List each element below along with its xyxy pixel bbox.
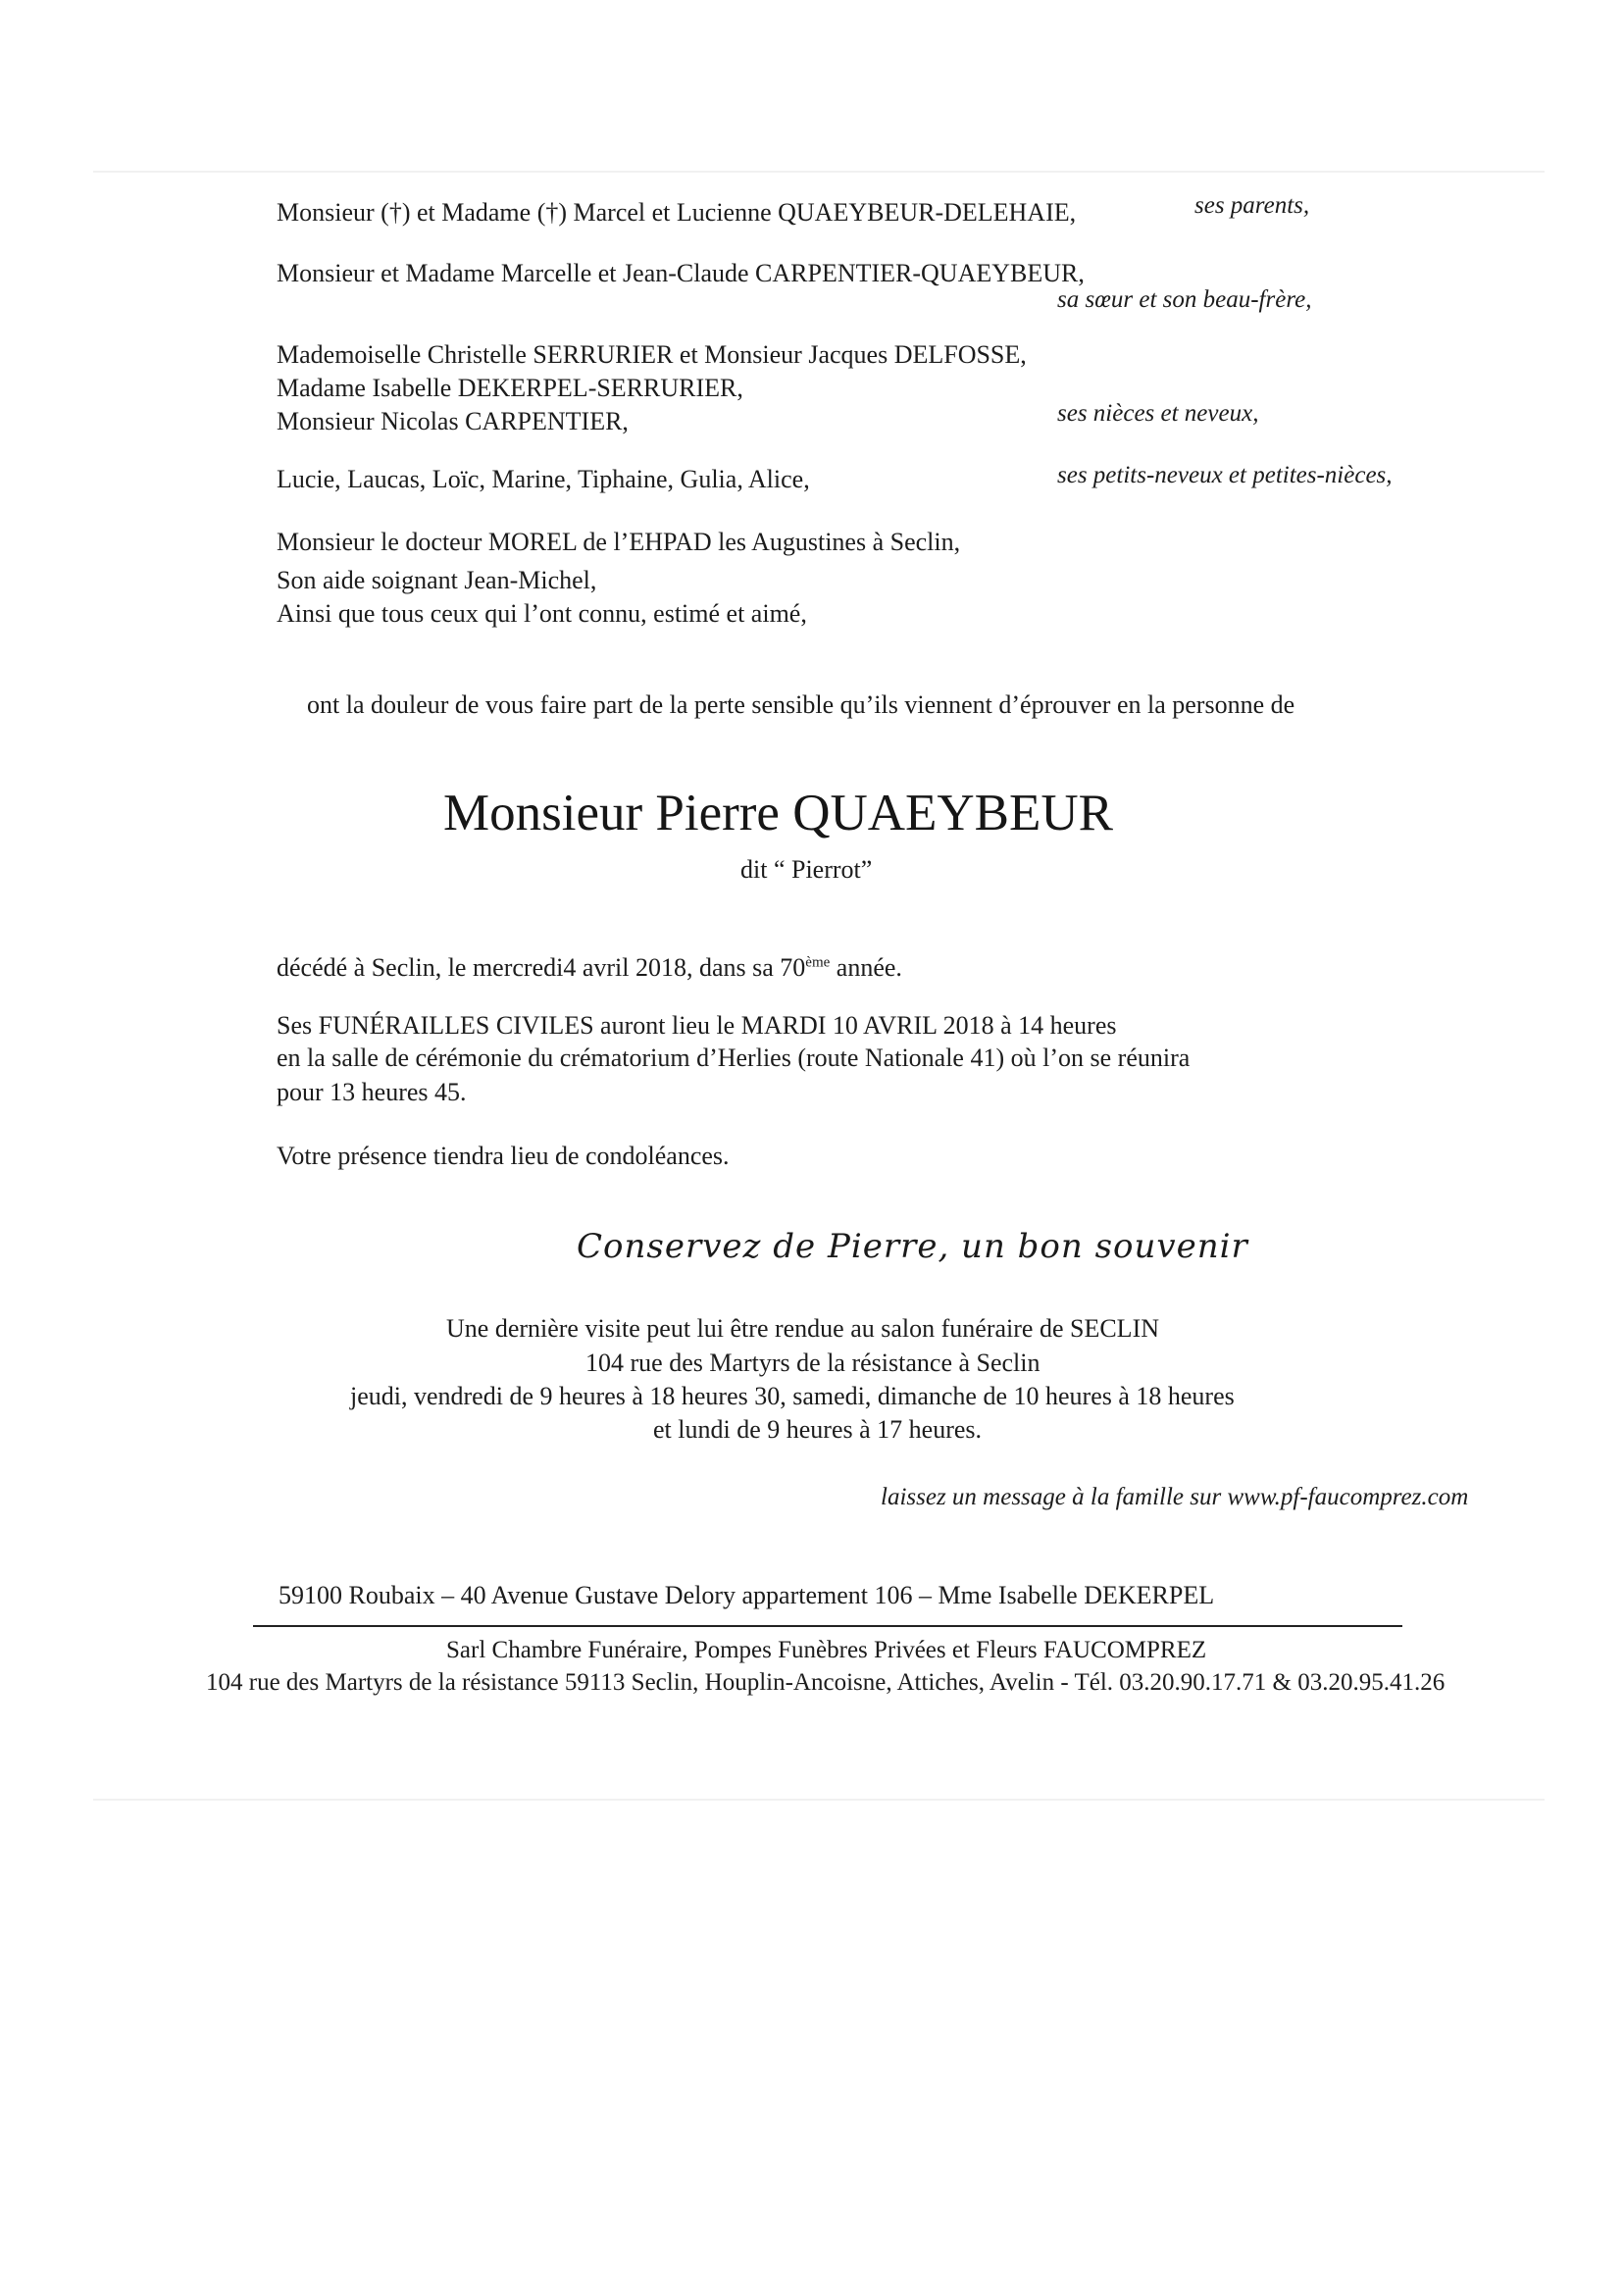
deceased-name: Monsieur Pierre QUAEYBEUR xyxy=(443,785,1114,841)
nieces-line-3: Monsieur Nicolas CARPENTIER, xyxy=(277,407,629,435)
grandnephews-role: ses petits-neveux et petites-nièces, xyxy=(1057,462,1393,488)
death-line xyxy=(277,952,902,984)
footer-divider xyxy=(253,1625,1402,1627)
nieces-role: ses nièces et neveux, xyxy=(1057,400,1259,427)
funeral-line-1: Ses FUNÉRAILLES CIVILES auront lieu le MARDI 10 AVRIL 2018 à 14 heures xyxy=(277,1011,1117,1040)
message-text: laissez un message à la famille sur www.pf-faucomprez.com xyxy=(881,1484,1469,1510)
visit-line-2: 104 rue des Martyrs de la résistance à Seclin xyxy=(585,1349,1040,1377)
funeral-line-3: pour 13 heures 45. xyxy=(277,1078,467,1106)
footer-company: Sarl Chambre Funéraire, Pompes Funèbres Privées et Fleurs FAUCOMPREZ xyxy=(446,1637,1207,1663)
footer-contact: 104 rue des Martyrs de la résistance 59113 Seclin, Houplin-Ancoisne, Attiches, Avelin - Tél. 03.20.90.17.71 & 03.20.95.41.26 xyxy=(206,1669,1446,1696)
deceased-nickname: dit “ Pierrot” xyxy=(740,855,873,884)
grandnephews-line: Lucie, Laucas, Loïc, Marine, Tiphaine, Gulia, Alice, xyxy=(277,465,810,493)
others-line-2: Son aide soignant Jean-Michel, xyxy=(277,566,597,594)
visit-line-3: jeudi, vendredi de 9 heures à 18 heures 30, samedi, dimanche de 10 heures à 18 heures xyxy=(350,1382,1235,1410)
scan-edge-top xyxy=(93,171,1545,173)
funeral-line-2: en la salle de cérémonie du crématorium d’Herlies (route Nationale 41) où l’on se réunira xyxy=(277,1044,1191,1072)
scan-edge-bottom xyxy=(93,1799,1545,1801)
others-line-3: Ainsi que tous ceux qui l’ont connu, estimé et aimé, xyxy=(277,599,807,628)
death-ordinal-suffix: ème xyxy=(805,954,831,971)
sister-role: sa sœur et son beau-frère, xyxy=(1057,286,1312,313)
sister-line: Monsieur et Madame Marcelle et Jean-Claude CARPENTIER-QUAEYBEUR, xyxy=(277,259,1085,287)
condolences-text: Votre présence tiendra lieu de condoléances. xyxy=(277,1142,730,1170)
nieces-line-2: Madame Isabelle DEKERPEL-SERRURIER, xyxy=(277,374,743,402)
death-text-end: année. xyxy=(830,953,902,982)
address-text: 59100 Roubaix – 40 Avenue Gustave Delory appartement 106 – Mme Isabelle DEKERPEL xyxy=(279,1581,1215,1609)
visit-line-4: et lundi de 9 heures à 17 heures. xyxy=(653,1415,983,1444)
announcement-text: ont la douleur de vous faire part de la perte sensible qu’ils viennent d’éprouver en la personne de xyxy=(307,690,1295,719)
keepsake-script: Conservez de Pierre, un bon souvenir xyxy=(577,1227,1248,1266)
others-line-1: Monsieur le docteur MOREL de l’EHPAD les Augustines à Seclin, xyxy=(277,528,961,556)
parents-role: ses parents, xyxy=(1194,192,1310,219)
visit-line-1: Une dernière visite peut lui être rendue au salon funéraire de SECLIN xyxy=(446,1314,1159,1343)
death-text: décédé à Seclin, le mercredi4 avril 2018, dans sa 70 xyxy=(277,953,806,982)
parents-line: Monsieur (†) et Madame (†) Marcel et Lucienne QUAEYBEUR-DELEHAIE, xyxy=(277,198,1077,227)
nieces-line-1: Mademoiselle Christelle SERRURIER et Monsieur Jacques DELFOSSE, xyxy=(277,340,1027,369)
